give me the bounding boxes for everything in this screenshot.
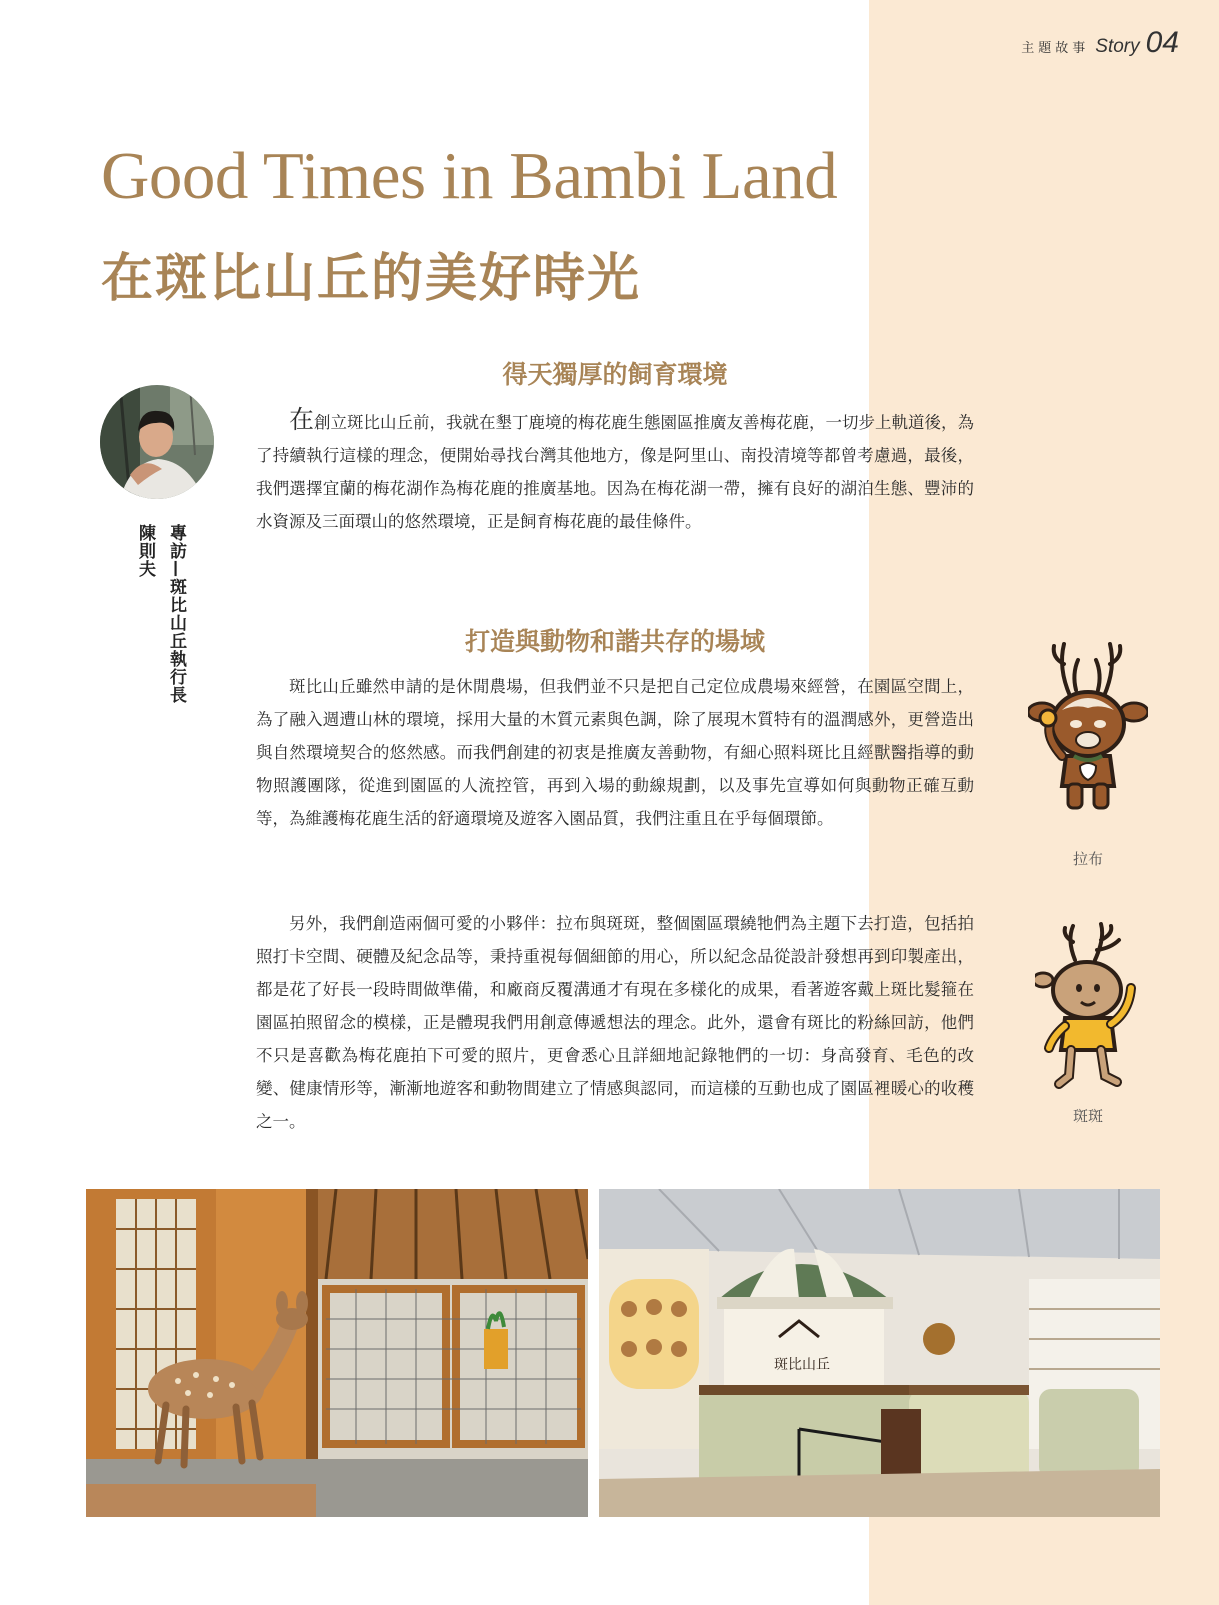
- mascot-banban: [1035, 922, 1145, 1096]
- page-header: [1021, 26, 1179, 60]
- interviewee-title: 專訪—斑比山丘執行長: [166, 524, 186, 704]
- interviewee-avatar: [100, 385, 214, 499]
- drop-cap: 在: [289, 405, 315, 434]
- title-english: Good Times in Bambi Land: [101, 139, 838, 213]
- deer-mascot-banban-icon: [1035, 922, 1145, 1092]
- section-heading-1: 得天獨厚的飼育環境: [502, 360, 728, 389]
- section-heading-2: 打造與動物和諧共存的場域: [464, 627, 765, 656]
- shop-sign-text: 斑比山丘: [774, 1357, 830, 1373]
- mascot-labu: [1028, 638, 1148, 818]
- body-paragraph-1: [256, 403, 974, 538]
- body-paragraph-2: 斑比山丘雖然申請的是休閒農場，但我們並不只是把自己定位成農場來經營，在園區空間上，為了融入週遭山林的環境，採用大量的木質元素與色調，除了展現木質特有的溫潤感外，更營造出與自然環境契合的悠然感。而我們創建的初衷是推廣友善動物，有細心照料斑比且經獸醫指導的動物照護團隊，從進到園區的人流控管，再到入場的動線規劃，以及事先宣導如何與動物正確互動等，為維護梅花鹿生活的舒適環境及遊客入園品質，我們注重且在乎每個環節。: [256, 677, 974, 828]
- interviewee-name: 陳則夫: [135, 524, 155, 578]
- section-label-cn: 主題故事: [1021, 41, 1090, 56]
- mascot-banban-label: 斑斑: [1072, 1107, 1103, 1125]
- body-paragraph-3: 另外，我們創造兩個可愛的小夥伴：拉布與斑斑，整個園區環繞牠們為主題下去打造，包括拍照打卡空間、硬體及紀念品等，秉持重視每個細節的用心，所以紀念品從設計發想再到印製產出，都是花了好長一段時間做準備，和廠商反覆溝通才有現在多樣化的成果，看著遊客戴上斑比髮箍在園區拍照留念的模樣，正是體現我們用創意傳遞想法的理念。此外，還會有斑比的粉絲回訪，他們不只是喜歡為梅花鹿拍下可愛的照片，更會悉心且詳細地記錄牠們的一切：身高發育、毛色的改變、健康情形等，漸漸地遊客和動物間建立了情感與認同，而這樣的互動也成了園區裡暖心的收穫之一。: [256, 914, 974, 1131]
- deer-mascot-labu-icon: [1028, 638, 1148, 814]
- section-label-en: Story: [1095, 36, 1140, 57]
- interviewee-credit: [133, 524, 189, 704]
- souvenir-shop-photo: [599, 1189, 1160, 1517]
- mascot-labu-label: 拉布: [1072, 850, 1103, 868]
- title-chinese: 在斑比山丘的美好時光: [101, 248, 642, 309]
- paragraph-text: 創立斑比山丘前，我就在墾丁鹿境的梅花鹿生態園區推廣友善梅花鹿，一切步上軌道後，為了持續執行這樣的理念，便開始尋找台灣其他地方，像是阿里山、南投清境等都曾考慮過，最後，我們選擇宜蘭的梅花湖作為梅花鹿的推廣基地。因為在梅花湖一帶，擁有良好的湖泊生態、豐沛的水資源及三面環山的悠然環境，正是飼育梅花鹿的最佳條件。: [256, 413, 975, 531]
- page-number: 04: [1145, 26, 1179, 59]
- deer-enclosure-photo: [86, 1189, 588, 1517]
- portrait-icon: [100, 385, 214, 499]
